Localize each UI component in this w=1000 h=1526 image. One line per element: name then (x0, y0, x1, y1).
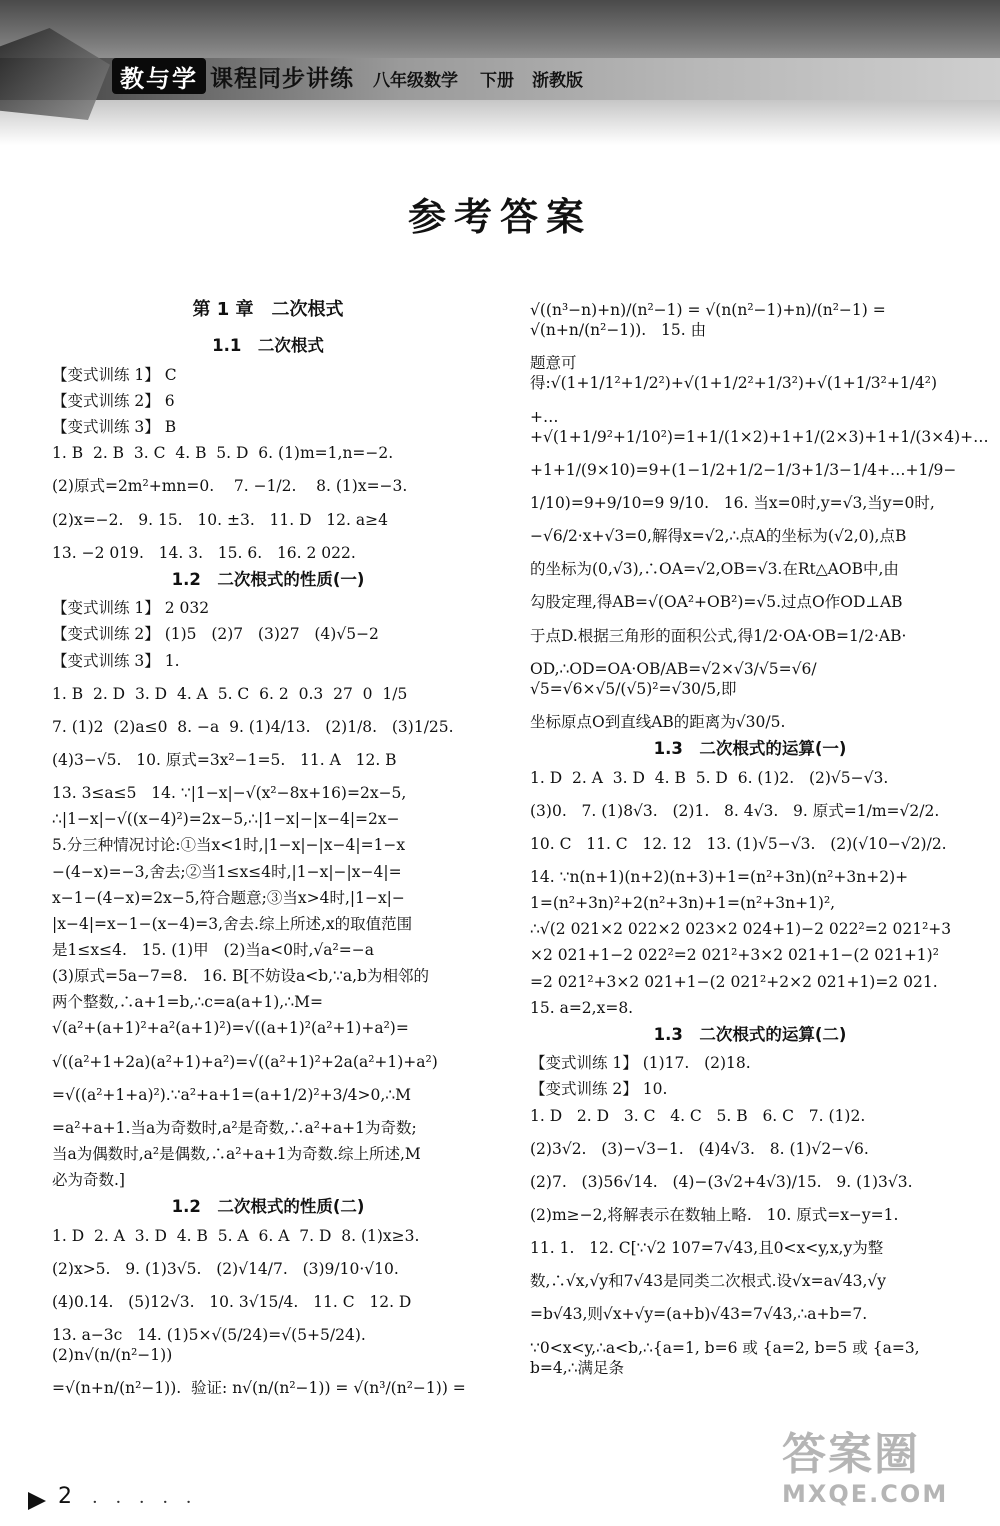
answer-line: =a²+a+1.当a为奇数时,a²是奇数,∴a²+a+1为奇数; (52, 1118, 417, 1137)
answer-line: 1/10)=9+9/10=9 9/10. 16. 当x=0时,y=√3,当y=0时, (530, 493, 935, 512)
answer-line: ∴|1−x|−√((x−4)²)=2x−5,∴|1−x|−|x−4|=2x− (52, 810, 400, 829)
answer-line: 必为奇数.] (52, 1171, 125, 1190)
volume-label: 下册 (480, 71, 514, 91)
footer-decoration: · · · · · (92, 1492, 198, 1513)
answer-line: 【变式训练 2】 10. (530, 1080, 668, 1099)
right-column (530, 290, 989, 1391)
page-title: 参考答案 (407, 195, 592, 239)
answer-line: =2 021²+3×2 021+1−(2 021²+2×2 021+1)=2 021. (530, 972, 938, 991)
answer-line: (2)m≥−2,将解表示在数轴上略. 10. 原式=x−y=1. (530, 1205, 899, 1224)
watermark-main: 答案圈 (782, 1429, 920, 1480)
answer-line: 坐标原点O到直线AB的距离为√30/5. (530, 712, 786, 731)
answer-line: +1+1/(9×10)=9+(1−1/2+1/2−1/3+1/3−1/4+…+1/9− (530, 460, 957, 479)
answer-line: 1. D 2. D 3. C 4. C 5. B 6. C 7. (1)2. (530, 1106, 866, 1125)
answer-line: OD,∴OD=OA·OB/AB=√2×√3/√5=√6/√5=√6×√5/(√5)²=√30/5,即 (530, 659, 817, 698)
answer-line: 数,∴√x,√y和7√43是同类二次根式.设√x=a√43,√y (530, 1272, 887, 1291)
answer-line: =√((a²+1+a)²).∵a²+a+1=(a+1/2)²+3/4>0,∴M (52, 1085, 412, 1104)
answer-line: √((n³−n)+n)/(n²−1) = √(n(n²−1)+n)/(n²−1) = √(n+n/(n²−1)). 15. 由 (530, 301, 891, 340)
answer-line: 【变式训练 1】 C (52, 365, 177, 384)
answer-line: (3)0. 7. (1)8√3. (2)1. 8. 4√3. 9. 原式=1/m=√2/2. (530, 801, 940, 820)
answer-line: 勾股定理,得AB=√(OA²+OB²)=√5.过点O作OD⊥AB (530, 593, 903, 612)
answer-line: 是1≤x≤4. 15. (1)甲 (2)当a<0时,√a²=−a (52, 940, 374, 959)
page-header (0, 0, 1000, 145)
answer-line: (2)原式=2m²+mn=0. 7. −1/2. 8. (1)x=−3. (52, 477, 408, 496)
answer-line: −(4−x)=−3,舍去;②当1≤x≤4时,|1−x|−|x−4|= (52, 862, 402, 881)
answer-line: (2)x=−2. 9. 15. 10. ±3. 11. D 12. a≥4 (52, 510, 388, 529)
answer-line: +…+√(1+1/9²+1/10²)=1+1/(1×2)+1+1/(2×3)+1+1/(3×4)+… (530, 407, 989, 446)
answer-line: √(a²+(a+1)²+a²(a+1)²)=√((a+1)²(a²+1)+a²)= (52, 1019, 409, 1038)
answer-line: 【变式训练 3】 B (52, 418, 177, 437)
section-heading-1-3b: 1.3 二次根式的运算(二) (653, 1024, 847, 1044)
section-heading-1-3a: 1.3 二次根式的运算(一) (653, 739, 847, 759)
answer-line: =b√43,则√x+√y=(a+b)√43=7√43,∴a+b=7. (530, 1305, 868, 1324)
page-arrow-icon (28, 1492, 46, 1510)
answer-line: 于点D.根据三角形的面积公式,得1/2·OA·OB=1/2·AB· (530, 626, 907, 645)
answer-line: 14. ∵n(n+1)(n+2)(n+3)+1=(n²+3n)(n²+3n+2)+ (530, 867, 909, 886)
watermark-sub: MXQE.COM (782, 1480, 949, 1508)
answer-line: 13. −2 019. 14. 3. 15. 6. 16. 2 022. (52, 543, 356, 562)
answer-line: 1=(n²+3n)²+2(n²+3n)+1=(n²+3n+1)², (530, 894, 836, 913)
answer-line: 13. 3≤a≤5 14. ∵|1−x|−√(x²−8x+16)=2x−5, (52, 784, 407, 803)
answer-line: (4)3−√5. 10. 原式=3x²−1=5. 11. A 12. B (52, 750, 397, 769)
answer-line: 5.分三种情况讨论:①当x<1时,|1−x|−|x−4|=1−x (52, 836, 406, 855)
watermark (782, 1418, 992, 1518)
header-decoration (0, 28, 110, 120)
answer-line: 1. B 2. B 3. C 4. B 5. D 6. (1)m=1,n=−2. (52, 444, 394, 463)
answer-line: 【变式训练 1】 (1)17. (2)18. (530, 1054, 751, 1073)
answer-line: ∵0<x<y,∴a<b,∴{a=1, b=6 或 {a=2, b=5 或 {a=3, b=4,∴满足条 (530, 1338, 925, 1377)
chapter-heading: 第 1 章 二次根式 (192, 299, 344, 320)
answer-line: 7. (1)2 (2)a≤0 8. −a 9. (1)4/13. (2)1/8. (3)1/25. (52, 717, 454, 736)
answer-line: x−1−(4−x)=2x−5,符合题意;③当x>4时,|1−x|− (52, 888, 405, 907)
answer-line: 15. a=2,x=8. (530, 998, 634, 1017)
answer-line: 【变式训练 2】 6 (52, 391, 175, 410)
answer-line: 【变式训练 3】 1. (52, 651, 180, 670)
answer-line: √((a²+1+2a)(a²+1)+a²)=√((a²+1)²+2a(a²+1)+a²) (52, 1052, 438, 1071)
section-heading-1-2a: 1.2 二次根式的性质(一) (171, 569, 365, 589)
answer-line: 的坐标为(0,√3),∴OA=√2,OB=√3.在Rt△AOB中,由 (530, 560, 899, 579)
answer-line: (2)3√2. (3)−√3−1. (4)4√3. 8. (1)√2−√6. (530, 1139, 869, 1158)
brand-logo: 教与学 (112, 58, 206, 94)
answer-line: 两个整数,∴a+1=b,∴c=a(a+1),∴M= (52, 993, 323, 1012)
answer-line: 【变式训练 1】 2 032 (52, 599, 210, 618)
page-number: 2 (58, 1484, 72, 1509)
answer-line: ×2 021+1−2 022²=2 021²+3×2 021+1−(2 021+1)² (530, 946, 939, 965)
section-heading-1-1: 1.1 二次根式 (212, 336, 324, 356)
answer-line: −√6/2·x+√3=0,解得x=√2,∴点A的坐标为(√2,0),点B (530, 527, 907, 546)
answer-line: (2)7. (3)56√14. (4)−(3√2+4√3)/15. 9. (1)3√3. (530, 1172, 913, 1191)
answer-line: (2)x>5. 9. (1)3√5. (2)√14/7. (3)9/10·√10. (52, 1259, 399, 1278)
answer-line: 【变式训练 2】 (1)5 (2)7 (3)27 (4)√5−2 (52, 625, 379, 644)
answer-line: (3)原式=5a−7=8. 16. B[不妨设a<b,∵a,b为相邻的 (52, 967, 429, 986)
answer-line: 10. C 11. C 12. 12 13. (1)√5−√3. (2)(√10−√2)/2. (530, 834, 947, 853)
grade-label: 八年级数学 (373, 71, 458, 91)
answer-line: (4)0.14. (5)12√3. 10. 3√15/4. 11. C 12. D (52, 1292, 412, 1311)
answer-line: 题意可得:√(1+1/1²+1/2²)+√(1+1/2²+1/3²)+√(1+1/3²+1/4²) (530, 354, 938, 393)
answer-line: 1. D 2. A 3. D 4. B 5. D 6. (1)2. (2)√5−√3. (530, 768, 889, 787)
answer-line: 13. a−3c 14. (1)5×√(5/24)=√(5+5/24). (2)n√(n/(n²−1)) (52, 1326, 381, 1365)
section-heading-1-2b: 1.2 二次根式的性质(二) (171, 1197, 365, 1217)
series-title: 课程同步讲练 (210, 66, 354, 92)
answer-line: 1. D 2. A 3. D 4. B 5. A 6. A 7. D 8. (1)x≥3. (52, 1226, 420, 1245)
answer-line: 11. 1. 12. C[∵√2 107=7√43,且0<x<y,x,y为整 (530, 1239, 884, 1258)
answer-line: 当a为偶数时,a²是偶数,∴a²+a+1为奇数.综上所述,M (52, 1144, 421, 1163)
answer-line: |x−4|=x−1−(x−4)=3,舍去.综上所述,x的取值范围 (52, 914, 413, 933)
edition-label: 浙教版 (532, 71, 583, 91)
answer-line: =√(n+n/(n²−1)). 验证: n√(n/(n²−1)) = √(n³/(n²−1)) = (52, 1379, 466, 1398)
answer-line: 1. B 2. D 3. D 4. A 5. C 6. 2 0.3 27 0 1/5 (52, 684, 408, 703)
answer-line: ∴√(2 021×2 022×2 023×2 024+1)−2 022²=2 021²+3 (530, 920, 952, 939)
left-column (52, 290, 484, 1411)
